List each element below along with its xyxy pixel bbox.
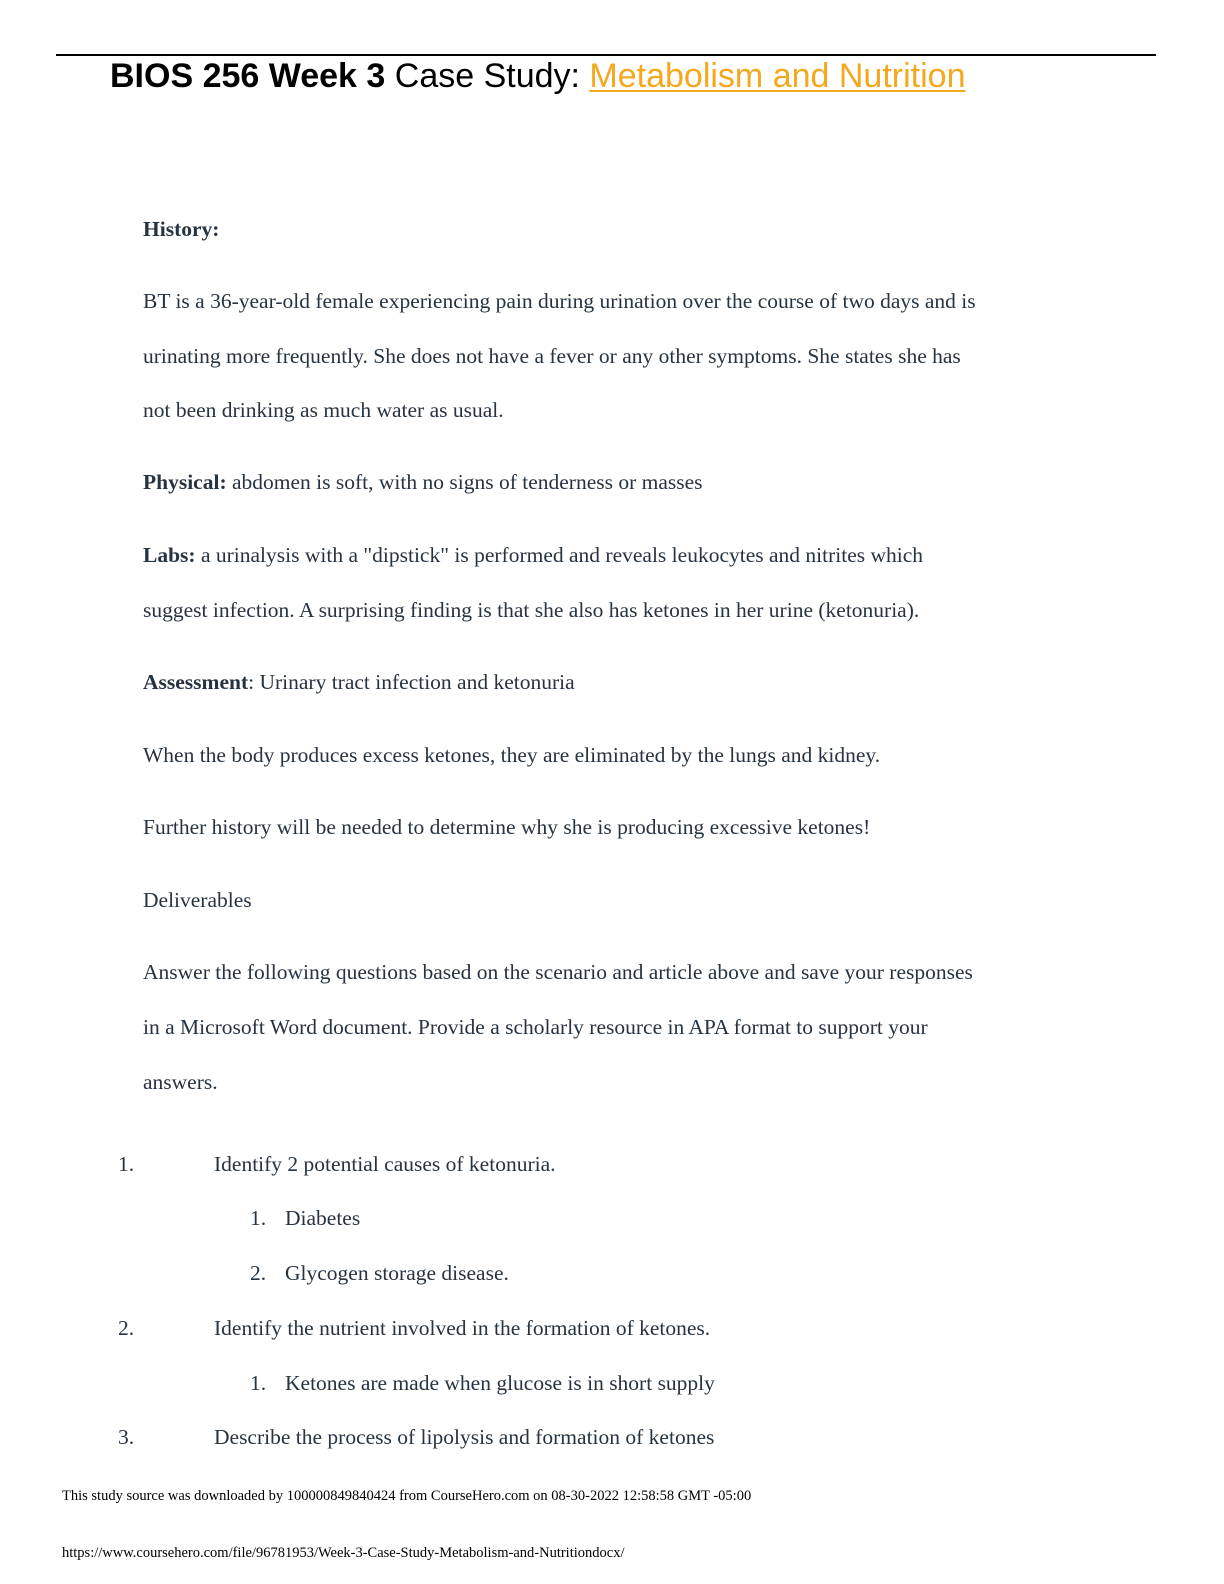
assessment-text: : Urinary tract infection and ketonuria [248,670,575,694]
deliverables-line-2: in a Microsoft Word document. Provide a scholarly resource in APA format to support your [143,1015,928,1039]
question-2-number: 2. [118,1316,135,1340]
question-3-text: Describe the process of lipolysis and formation of ketones [214,1425,715,1449]
answer-2-1-text: Ketones are made when glucose is in short supply [285,1371,715,1395]
statement-ketones-eliminated: When the body produces excess ketones, they are eliminated by the lungs and kidney. [143,743,881,767]
labs-paragraph [143,542,923,569]
question-1-number: 1. [118,1152,135,1176]
history-heading [143,216,219,243]
labs-label: Labs: [143,543,196,567]
title-case-study: Case Study: [385,57,590,95]
answer-2-1-number: 1. [250,1371,267,1395]
page-title [110,56,965,96]
assessment-paragraph [143,669,575,696]
question-1-text: Identify 2 potential causes of ketonuria. [214,1152,556,1176]
labs-text: a urinalysis with a "dipstick" is performed and reveals leukocytes and nitrites which [195,543,924,567]
physical-paragraph [143,469,703,496]
history-label: History: [143,217,220,241]
deliverables-heading: Deliverables [143,888,252,912]
answer-1-2-text: Glycogen storage disease. [285,1261,509,1285]
answer-1-1-text: Diabetes [285,1206,361,1230]
footer-source-line: This study source was downloaded by 100000849840424 from CourseHero.com on 08-30-2022 12:58:58 GMT -05:00 [62,1488,752,1504]
deliverables-line-3: answers. [143,1070,218,1094]
answer-1-1-number: 1. [250,1206,267,1230]
history-line-2: urinating more frequently. She does not have a fever or any other symptoms. She states she has [143,344,961,368]
question-3-number: 3. [118,1425,135,1449]
title-link[interactable]: Metabolism and Nutrition [589,57,966,95]
labs-line-2: suggest infection. A surprising finding is that she also has ketones in her urine (ketonuria). [143,598,920,622]
statement-further-history: Further history will be needed to determine why she is producing excessive ketones! [143,815,871,839]
answer-1-2-number: 2. [250,1261,267,1285]
history-line-1: BT is a 36-year-old female experiencing pain during urination over the course of two days and is [143,289,976,313]
footer-url[interactable]: https://www.coursehero.com/file/96781953/Week-3-Case-Study-Metabolism-and-Nutritiondocx/ [62,1545,625,1561]
physical-text: abdomen is soft, with no signs of tenderness or masses [226,470,703,494]
assessment-label: Assessment [143,670,249,694]
question-2-text: Identify the nutrient involved in the formation of ketones. [214,1316,711,1340]
title-course: BIOS 256 Week 3 [110,57,386,95]
deliverables-line-1: Answer the following questions based on the scenario and article above and save your responses [143,960,973,984]
history-line-3: not been drinking as much water as usual. [143,398,504,422]
physical-label: Physical: [143,470,227,494]
